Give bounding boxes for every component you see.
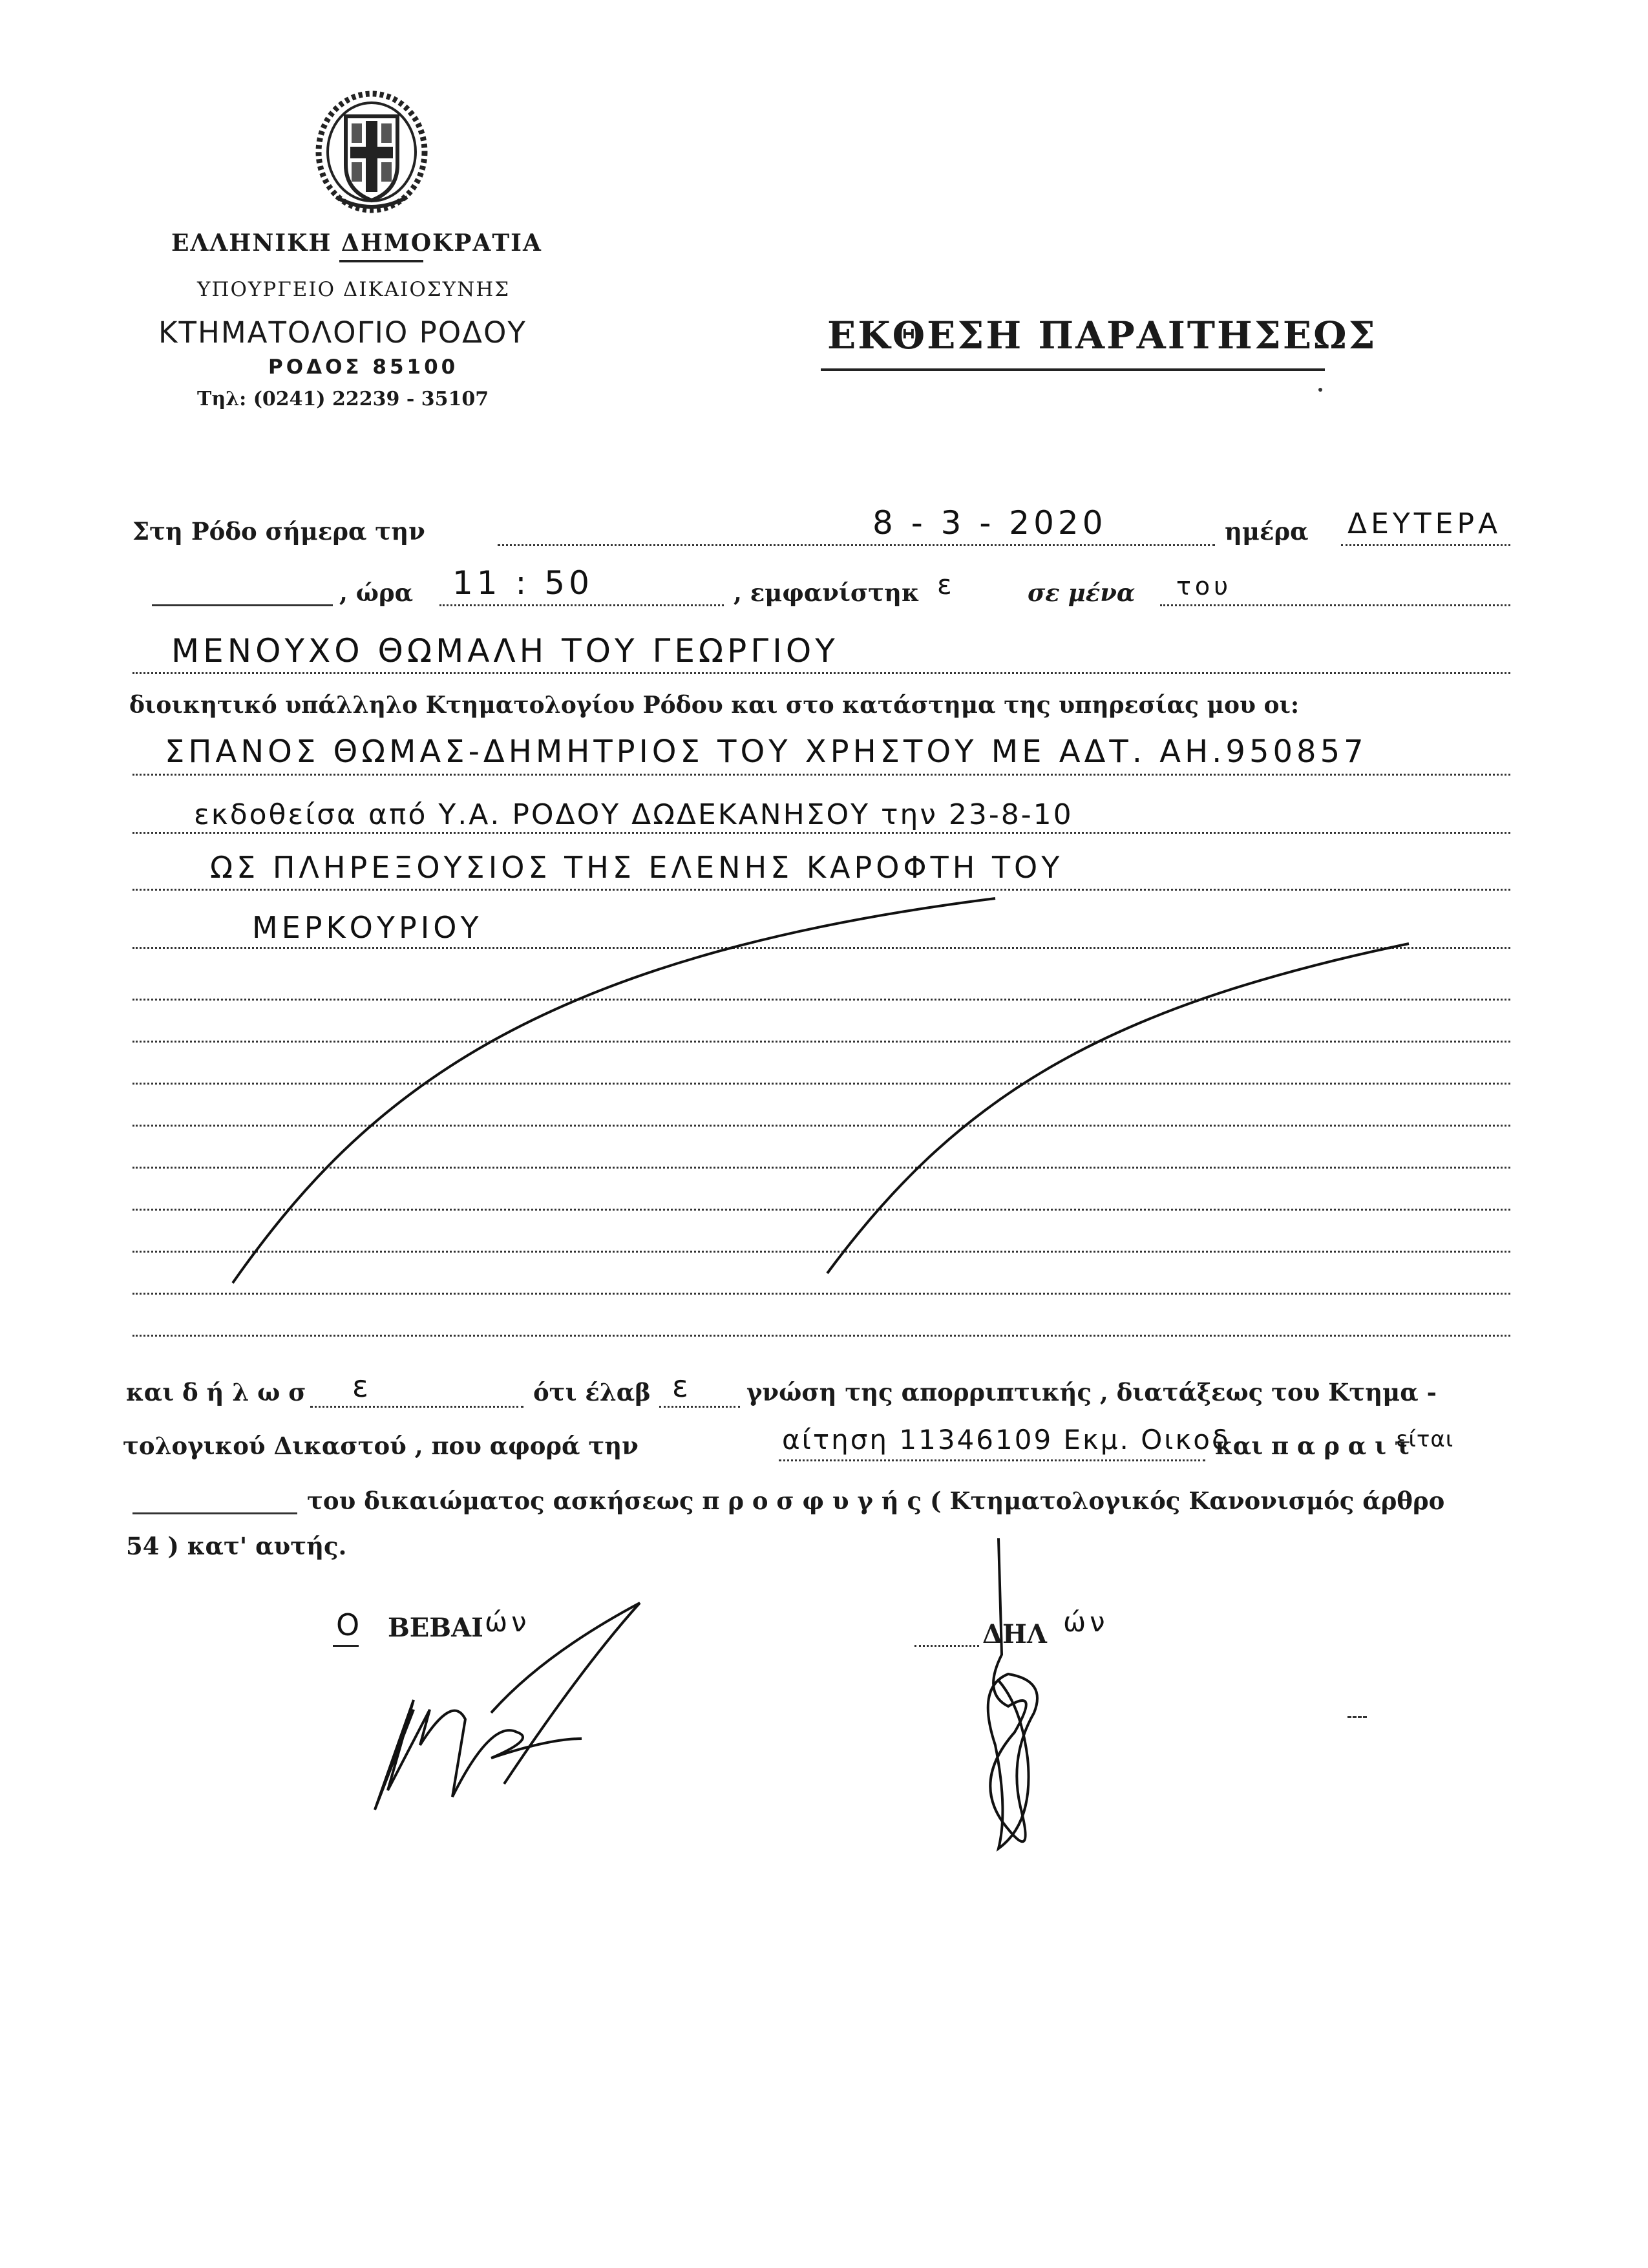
- time-label: , ώρα: [339, 578, 414, 607]
- right-text: του δικαιώματος ασκήσεως π ρ ο σ φ υ γ ή ς ( Κτηματολογικός Κανονισμός άρθρο: [307, 1487, 1445, 1515]
- intro-label: Στη Ρόδο σήμερα την: [132, 517, 425, 546]
- official-role-text: διοικητικό υπάλληλο Κτηματολογίου Ρόδου και στο κατάστημα της υπηρεσίας μου οι:: [129, 692, 1300, 719]
- scan-speck: [1318, 388, 1322, 392]
- decision-text: γνώση της απορριπτικής , διατάξεως του Κτημα -: [746, 1378, 1437, 1406]
- handwritten-line-3: ΩΣ ΠΛΗΡΕΞΟΥΣΙΟΣ ΤΗΣ ΕΛΕΝΗΣ ΚΑΡΟΦΤΗ ΤΟΥ: [210, 850, 1064, 885]
- declare-label: και δ ή λ ω σ: [126, 1378, 306, 1406]
- received-suffix: ε: [672, 1369, 692, 1404]
- certifier-suffix: ών: [485, 1606, 531, 1638]
- phone-number: Τηλ: (0241) 22239 - 35107: [197, 388, 489, 410]
- handwritten-line-1: ΣΠΑΝΟΣ ΘΩΜΑΣ-ΔΗΜΗΤΡΙΟΣ ΤΟΥ ΧΡΗΣΤΟΥ ΜΕ ΑΔΤ. ΑΗ.950857: [165, 734, 1368, 770]
- received-label: ότι έλαβ: [533, 1378, 651, 1406]
- time-value: 11 : 50: [452, 564, 593, 602]
- declare-suffix: ε: [352, 1369, 372, 1404]
- declarant-label: ΔΗΛ: [982, 1619, 1047, 1649]
- handwritten-line-2: εκδοθείσα από Υ.Α. ΡΟΔΟΥ ΔΩΔΕΚΑΝΗΣΟΥ την 23-8-10: [194, 798, 1073, 831]
- article-end: 54 ) κατ' αυτής.: [126, 1532, 347, 1560]
- scan-mark: [1347, 1716, 1367, 1718]
- appeared-suffix: ε: [937, 569, 956, 600]
- day-label: ημέρα: [1225, 517, 1309, 546]
- declarant-suffix: ών: [1063, 1606, 1109, 1638]
- appeared-label: , εμφανίστηκ: [734, 578, 920, 607]
- date-value: 8 - 3 - 2020: [872, 504, 1107, 542]
- renounce-suffix: είται: [1396, 1426, 1454, 1452]
- court-text: τολογικού Δικαστού , που αφορά την: [123, 1432, 639, 1460]
- before-label: σε μένα: [1028, 578, 1136, 607]
- office-heading: ΚΤΗΜΑΤΟΛΟΓΙΟ ΡΟΔΟΥ: [158, 315, 527, 350]
- certifier-prefix: Ο: [336, 1607, 364, 1642]
- document-title: ΕΚΘΕΣΗ ΠΑΡΑΙΤΗΣΕΩΣ: [827, 313, 1377, 357]
- city-postcode: ΡΟΔΟΣ 85100: [268, 355, 459, 379]
- day-value: ΔΕΥΤΕΡΑ: [1347, 507, 1502, 540]
- application-value: αίτηση 11346109 Εκμ. Οικοδ: [782, 1424, 1231, 1456]
- handwritten-line-4: ΜΕΡΚΟΥΡΙΟΥ: [252, 910, 483, 945]
- renounce-label: και π α ρ α ι τ: [1215, 1432, 1411, 1460]
- certifier-label: ΒΕΒΑΙ: [388, 1613, 483, 1643]
- ministry-heading: ΥΠΟΥΡΓΕΙΟ ΔΙΚΑΙΟΣΥΝΗΣ: [197, 278, 511, 301]
- republic-heading: ΕΛΛΗΝΙΚΗ ΔΗΜΟΚΡΑΤΙΑ: [171, 229, 542, 257]
- before-suffix: του: [1176, 572, 1232, 600]
- official-name: ΜΕΝΟΥΧΟ ΘΩΜΑΛΗ ΤΟΥ ΓΕΩΡΓΙΟΥ: [171, 632, 839, 670]
